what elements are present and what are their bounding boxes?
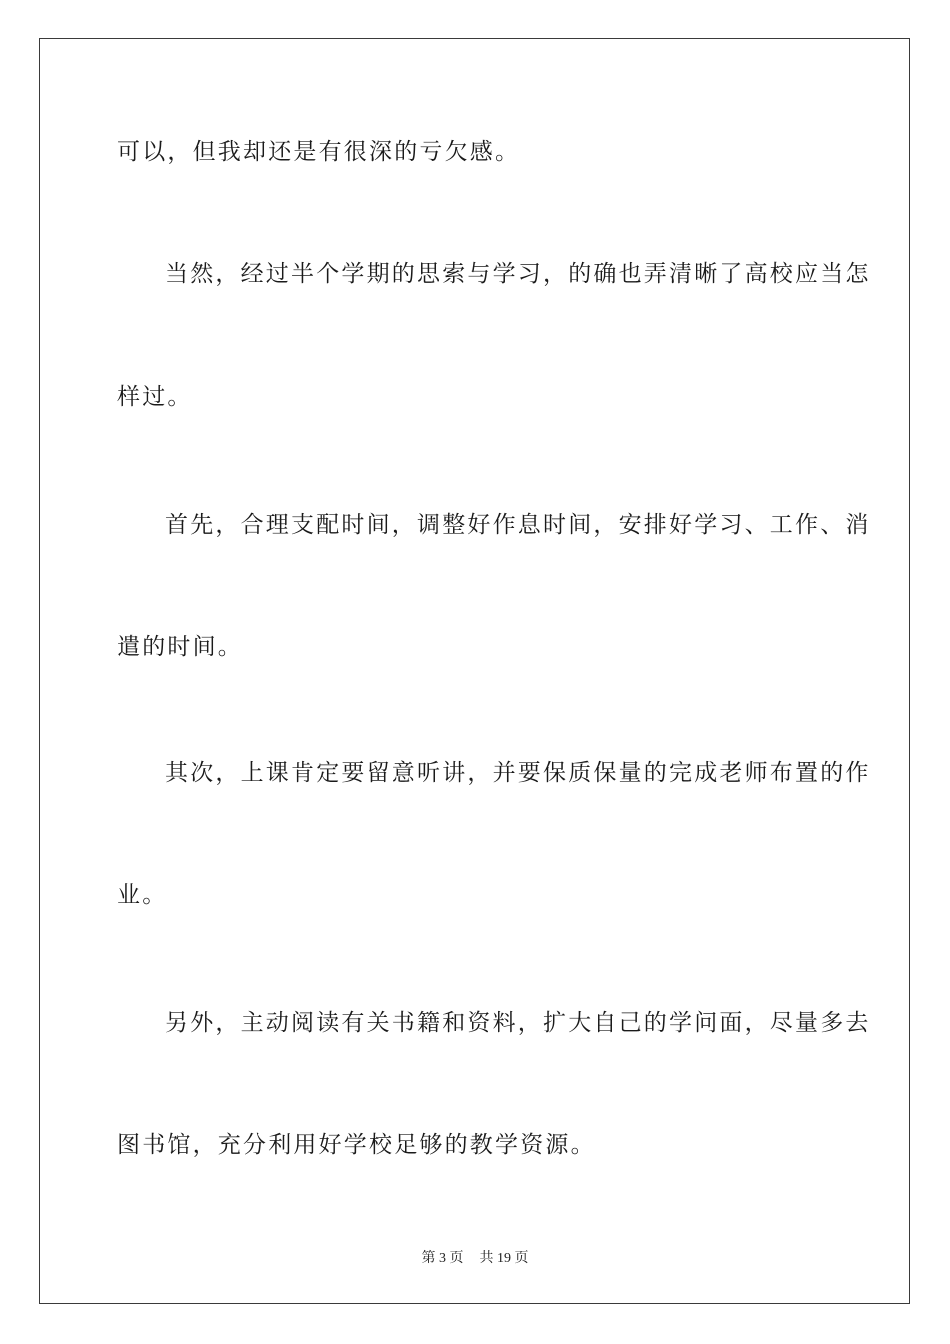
text-line: 其次，上课肯定要留意听讲，并要保质保量的完成老师布置的作 — [165, 760, 871, 786]
text-line: 样过。 — [117, 384, 193, 410]
text-line: 图书馆，充分利用好学校足够的教学资源。 — [117, 1132, 596, 1158]
text-line: 业。 — [117, 882, 168, 908]
text-line: 当然，经过半个学期的思索与学习，的确也弄清晰了高校应当怎 — [165, 261, 871, 287]
page-footer — [0, 1247, 950, 1267]
text-line: 首先，合理支配时间，调整好作息时间，安排好学习、工作、消 — [165, 512, 871, 538]
page-frame — [39, 38, 910, 1304]
page-number: 第 3 页 — [421, 1251, 464, 1266]
text-line: 可以，但我却还是有很深的亏欠感。 — [117, 139, 521, 165]
text-line: 另外，主动阅读有关书籍和资料，扩大自己的学问面，尽量多去 — [165, 1010, 871, 1036]
text-line: 遣的时间。 — [117, 634, 243, 660]
page-total: 共 19 页 — [479, 1251, 529, 1266]
